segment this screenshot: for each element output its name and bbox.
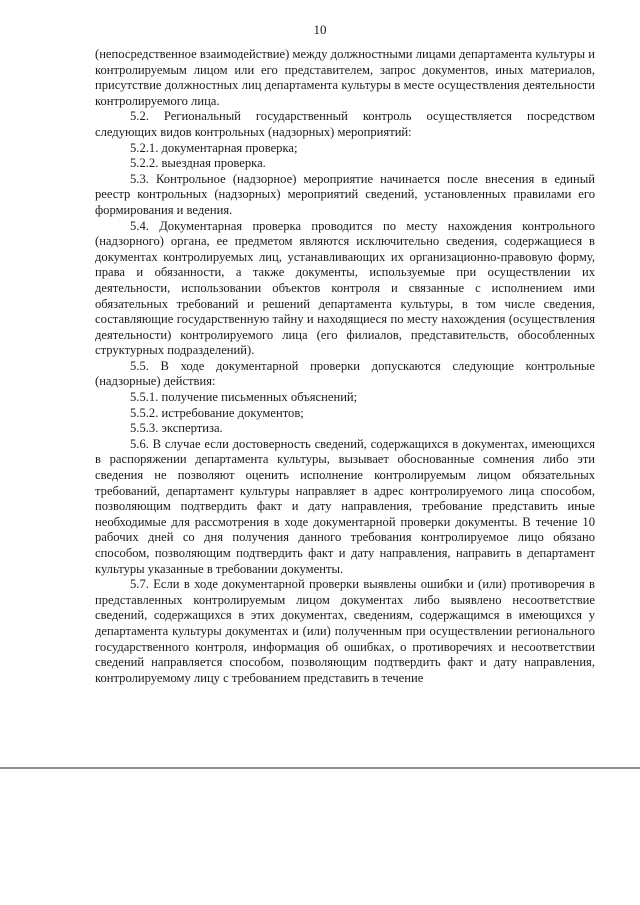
paragraph: 5.2. Региональный государственный контроль осуществляется посредством следующих видов контрольных (надзорных) мероприятий: [95, 109, 595, 139]
paragraph: 5.5.3. экспертиза. [130, 421, 223, 436]
paragraph: 5.5. В ходе документарной проверки допускаются следующие контрольные (надзорные) действия: [95, 358, 595, 389]
paragraph: 5.2.1. документарная проверка; [130, 140, 298, 155]
paragraph: 5.2.2. выездная проверка. [130, 156, 266, 171]
document-body [95, 47, 595, 686]
paragraph: 5.4. Документарная проверка проводится по месту нахождения контрольного (надзорного) органа, ее предметом являются исключительно сведения, содержащиеся в документах контролируемых лиц, устанавливающих их организационно-правовую форму, права и обязанности, а также документы, используемые при осуществлении их деятельности, использовании объектов контроля и связанные с исполнением ими обязательных требований и решений департамента культуры, в том числе сведения, составляющие государственную тайну и находящиеся по месту нахождения (осуществления деятельности) контролируемого лица (его филиалов, представительств, обособленных структурных подразделений). [95, 218, 595, 358]
paragraph: (непосредственное взаимодействие) между должностными лицами департамента культуры и контролируемым лицом или его представителем, запрос документов, иных материалов, присутствие должностных лиц департамента культуры в месте осуществления деятельности контролируемого лица. [95, 47, 595, 108]
paragraph: 5.5.2. истребование документов; [130, 405, 304, 420]
paragraph: 5.3. Контрольное (надзорное) мероприятие начинается после внесения в единый реестр контрольных (надзорных) мероприятий сведений, установленных правилами его формирования и ведения. [95, 171, 595, 217]
paragraph: 5.6. В случае если достоверность сведений, содержащихся в документах, имеющихся в распоряжении департамента культуры, вызывает обоснованные сомнения либо эти сведения не позволяют оценить исполнение контролируемым лицом обязательных требований, департамент культуры направляет в адрес контролируемого лица способом, позволяющим подтвердить факт и дату направления, требование представить иные необходимые для рассмотрения в ходе документарной проверки документы. В течение 10 рабочих дней со дня получения данного требования контролируемое лицо обязано способом, позволяющим подтвердить факт и дату направления, направить в департамент культуры указанные в требовании документы. [95, 436, 595, 576]
paragraph: 5.7. Если в ходе документарной проверки выявлены ошибки и (или) противоречия в представленных контролируемым лицом документах либо выявлено несоответствие сведений, содержащихся в этих документах, сведениям, содержащимся в имеющихся у департамента культуры документах и (или) полученным при осуществлении регионального государственного контроля, информация об ошибках, о противоречиях и несоответствии сведений направляется способом, позволяющим подтвердить факт и дату направления, контролируемому лицу с требованием представить в течение [95, 577, 595, 685]
blank-area [0, 769, 640, 905]
page-number: 10 [313, 22, 327, 37]
paragraph: 5.5.1. получение письменных объяснений; [130, 390, 358, 405]
